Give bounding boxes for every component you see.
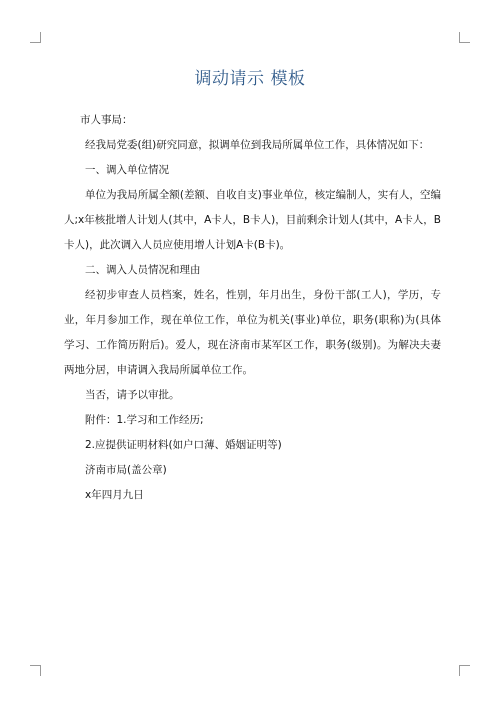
crop-mark-top-right <box>459 32 470 43</box>
section1-heading: 一、调入单位情况 <box>85 164 169 176</box>
intro-paragraph: 经我局党委(组)研究同意，拟调单位到我局所属单位工作，具体情况如下： <box>85 139 430 151</box>
attachment-line-2: 2.应提供证明材料(如户口薄、婚姻证明等) <box>85 439 282 451</box>
date: x年四月九日 <box>85 489 144 501</box>
addressee: 市人事局： <box>80 114 133 126</box>
document-title: 调动请示 模板 <box>194 69 306 89</box>
signature: 济南市局(盖公章) <box>85 464 167 476</box>
crop-mark-bottom-left <box>30 665 41 676</box>
closing-line: 当否，请予以审批。 <box>85 389 180 401</box>
section1-body: 单位为我局所属全额(差额、自收自支)事业单位，核定编制人，实有人，空编人;x年核批增人计划人(其中，A卡人，B卡人)，目前剩余计划人(其中，A卡人，B卡人)，此次调入人员应使用增人计划A卡(B卡)。 <box>64 189 441 251</box>
attachment-line-1: 附件：1.学习和工作经历; <box>85 414 204 426</box>
crop-mark-bottom-right <box>459 665 470 676</box>
crop-mark-top-left <box>30 32 41 43</box>
section2-heading: 二、调入人员情况和理由 <box>85 264 201 276</box>
document-body <box>64 108 441 508</box>
section2-body: 经初步审查人员档案，姓名，性别，年月出生，身份干部(工人)，学历，专业，年月参加工作，现在单位工作，单位为机关(事业)单位，职务(职称)为(具体学习、工作简历附后)。爱人，现在济南市某军区工作，职务(级别)。为解决夫妻两地分居，申请调入我局所属单位工作。 <box>64 289 441 376</box>
